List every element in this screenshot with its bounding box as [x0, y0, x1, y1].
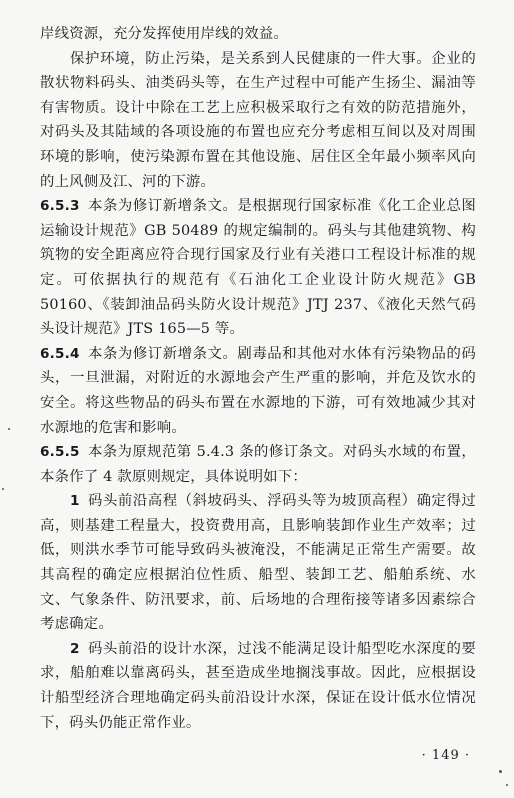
- item-number: 2: [70, 640, 80, 657]
- scan-speck: [2, 488, 4, 490]
- scan-speck: [506, 784, 508, 786]
- clause-text: 本条为原规范第 5.4.3 条的修订条文。对码头水域的布置，本条作了 4 款原则规定，具体说明如下：: [40, 444, 476, 485]
- item-text: 码头前沿的设计水深，过浅不能满足设计船型吃水深度的要求，船舶难以靠离码头，甚至造成坐地搁浅事故。因此，应根据设计船型经济合理地确定码头前沿设计水深，保证在设计低水位情况下，码头仍能正常作业。: [40, 640, 476, 731]
- clause-number: 6.5.3: [40, 198, 80, 215]
- clause-6-5-4: [40, 342, 476, 440]
- clause-text: 本条为修订新增条文。剧毒品和其他对水体有污染物品的码头，一旦泄漏，对附近的水源地会产生严重的影响，并危及饮水的安全。将这些物品的码头布置在水源地的下游，可有效地减少其对水源地的危害和影响。: [40, 345, 476, 436]
- page-body: [40, 22, 476, 735]
- clause-number: 6.5.5: [40, 444, 80, 461]
- item-number: 1: [70, 493, 80, 510]
- scan-speck: [8, 428, 10, 430]
- paragraph-environment: 保护环境，防止污染，是关系到人民健康的一件大事。企业的散状物料码头、油类码头等，在生产过程中可能产生扬尘、漏油等有害物质。设计中除在工艺上应积极采取行之有效的防范措施外，对码头及其陆域的各项设施的布置也应充分考虑相互间以及对周围环境的影响，使污染源布置在其他设施、居住区全年最小频率风向的上风侧及江、河的下游。: [40, 50, 476, 190]
- page-number: · 149 ·: [421, 748, 470, 763]
- item-1: [40, 489, 476, 637]
- clause-number: 6.5.4: [40, 345, 80, 362]
- clause-6-5-3: [40, 194, 476, 342]
- clause-6-5-5: [40, 440, 476, 489]
- scan-speck: [499, 770, 502, 773]
- paragraph-intro: 岸线资源，充分发挥使用岸线的效益。: [40, 26, 289, 42]
- clause-text: 本条为修订新增条文。是根据现行国家标准《化工企业总图运输设计规范》GB 50489 的规定编制的。码头与其他建筑物、构筑物的安全距离应符合现行国家及行业有关港口工程设计标准的规定。可依据执行的规范有《石油化工企业设计防火规范》GB 50160、《装卸油品码头防火设计规范》JTJ 237、《液化天然气码头设计规范》JTS 165—5 等。: [40, 198, 476, 338]
- item-text: 码头前沿高程（斜坡码头、浮码头等为坡顶高程）确定得过高，则基建工程量大，投资费用高，且影响装卸作业生产效率；过低，则洪水季节可能导致码头被淹没，不能满足正常生产需要。故其高程的确定应根据泊位性质、船型、装卸工艺、船舶系统、水文、气象条件、防汛要求，前、后场地的合理衔接等诸多因素综合考虑确定。: [40, 493, 476, 633]
- item-2: [40, 637, 476, 735]
